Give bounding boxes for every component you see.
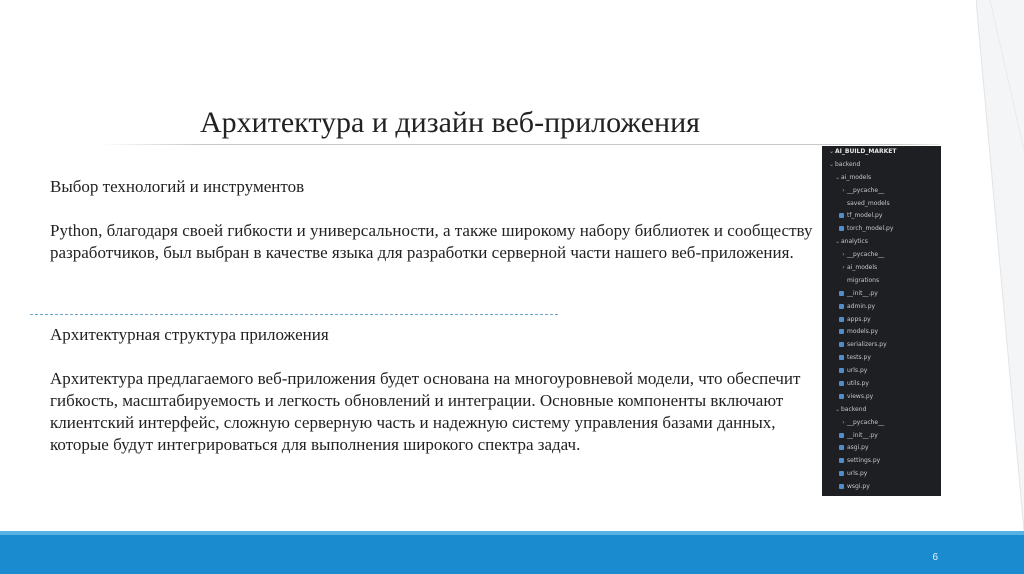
tree-item-label: tf_model.py	[847, 212, 883, 220]
tree-file-item[interactable]	[822, 314, 941, 327]
python-file-icon	[839, 213, 844, 218]
tree-folder-item[interactable]	[822, 185, 941, 198]
chevron-down-icon: ⌄	[828, 160, 835, 168]
tree-item-label: ai_models	[847, 264, 878, 272]
python-file-icon	[839, 394, 844, 399]
tree-item-label: __init__.py	[847, 431, 878, 439]
tree-item-label: views.py	[847, 392, 874, 400]
tree-item-label: apps.py	[847, 315, 871, 323]
chevron-down-icon: ⌄	[834, 238, 841, 246]
tree-root-label: AI_BUILD_MARKET	[835, 148, 897, 155]
chevron-right-icon: ›	[842, 251, 845, 259]
python-file-icon	[839, 368, 844, 373]
tree-file-item[interactable]	[822, 468, 941, 481]
python-file-icon	[839, 329, 844, 334]
python-file-icon	[839, 304, 844, 309]
section-body-technologies: Python, благодаря своей гибкости и универсальности, а также широкому набору библиотек и сообществу разработчиков, был выбран в качестве языка для разработки серверной части нашего веб-приложения.	[50, 221, 813, 262]
tree-item-label: urls.py	[847, 367, 868, 375]
tree-folder-item[interactable]	[822, 172, 941, 185]
tree-item-label: __init__.py	[847, 289, 878, 297]
project-file-tree	[822, 146, 941, 496]
tree-item-label: backend	[835, 160, 861, 168]
footer-bar-highlight	[0, 531, 1024, 535]
tree-file-item[interactable]	[822, 365, 941, 378]
tree-item-label: wsgi.py	[847, 483, 870, 491]
chevron-down-icon: ⌄	[834, 405, 841, 413]
tree-item-label: __pycache__	[847, 186, 885, 194]
tree-item-label: serializers.py	[847, 341, 887, 349]
tree-item-label: migrations	[847, 276, 880, 284]
tree-item-label: models.py	[847, 328, 879, 336]
page-number: 6	[932, 552, 938, 563]
tree-file-item[interactable]	[822, 288, 941, 301]
python-file-icon	[839, 484, 844, 489]
tree-folder-item[interactable]	[822, 249, 941, 262]
tree-file-item[interactable]	[822, 455, 941, 468]
python-file-icon	[839, 433, 844, 438]
tree-file-item[interactable]	[822, 481, 941, 494]
tree-item-label: tests.py	[847, 354, 871, 362]
python-file-icon	[839, 291, 844, 296]
chevron-down-icon: ⌄	[834, 173, 841, 181]
tree-item-label: saved_models	[847, 199, 890, 207]
title-underline	[100, 144, 940, 145]
python-file-icon	[839, 342, 844, 347]
tree-item-label: ai_models	[841, 173, 872, 181]
tree-folder-item[interactable]	[822, 404, 941, 417]
tree-item-label: __pycache__	[847, 418, 885, 426]
tree-folder-item[interactable]	[822, 262, 941, 275]
tree-file-item[interactable]	[822, 210, 941, 223]
tree-root	[822, 146, 941, 159]
tree-file-item[interactable]	[822, 352, 941, 365]
tree-item-label: admin.py	[847, 302, 876, 310]
tree-file-item[interactable]	[822, 442, 941, 455]
tree-file-item[interactable]	[822, 391, 941, 404]
tree-folder-item[interactable]	[822, 417, 941, 430]
tree-item-label: utils.py	[847, 380, 869, 388]
chevron-right-icon: ›	[842, 186, 845, 194]
python-file-icon	[839, 381, 844, 386]
python-file-icon	[839, 471, 844, 476]
tree-folder-item[interactable]	[822, 275, 941, 288]
tree-file-item[interactable]	[822, 301, 941, 314]
tree-folder-item[interactable]	[822, 236, 941, 249]
tree-folder-item[interactable]	[822, 198, 941, 211]
tree-file-item[interactable]	[822, 223, 941, 236]
tree-item-label: analytics	[841, 238, 868, 246]
tree-file-item[interactable]	[822, 378, 941, 391]
tree-file-item[interactable]	[822, 430, 941, 443]
python-file-icon	[839, 445, 844, 450]
tree-item-label: torch_model.py	[847, 225, 894, 233]
python-file-icon	[839, 226, 844, 231]
slide-title: Архитектура и дизайн веб-приложения	[200, 106, 700, 139]
chevron-down-icon: ⌄	[828, 148, 835, 155]
tree-item-label: settings.py	[847, 457, 881, 465]
python-file-icon	[839, 458, 844, 463]
tree-file-item[interactable]	[822, 326, 941, 339]
chevron-right-icon: ›	[842, 418, 845, 426]
section-body-architecture: Архитектура предлагаемого веб-приложения будет основана на многоуровневой модели, что обеспечит гибкость, масштабируемость и легкость обновлений и интеграции. Основные компоненты включают клиентский интерфейс, сложную серверную часть и надежную систему управления базами данных, которые будут интегрироваться для выполнения широкого спектра задач.	[50, 369, 801, 454]
python-file-icon	[839, 355, 844, 360]
tree-item-label: asgi.py	[847, 444, 869, 452]
tree-folder-item[interactable]	[822, 159, 941, 172]
tree-item-label: __pycache__	[847, 251, 885, 259]
tree-item-label: urls.py	[847, 470, 868, 478]
section-heading-technologies: Выбор технологий и инструментов	[50, 177, 305, 196]
slide-corner-decoration	[976, 0, 1024, 574]
chevron-right-icon: ›	[842, 264, 845, 272]
dashed-divider	[30, 314, 558, 315]
python-file-icon	[839, 317, 844, 322]
footer-bar	[0, 531, 1024, 574]
section-heading-architecture: Архитектурная структура приложения	[50, 325, 329, 344]
tree-file-item[interactable]	[822, 339, 941, 352]
tree-item-label: backend	[841, 405, 867, 413]
